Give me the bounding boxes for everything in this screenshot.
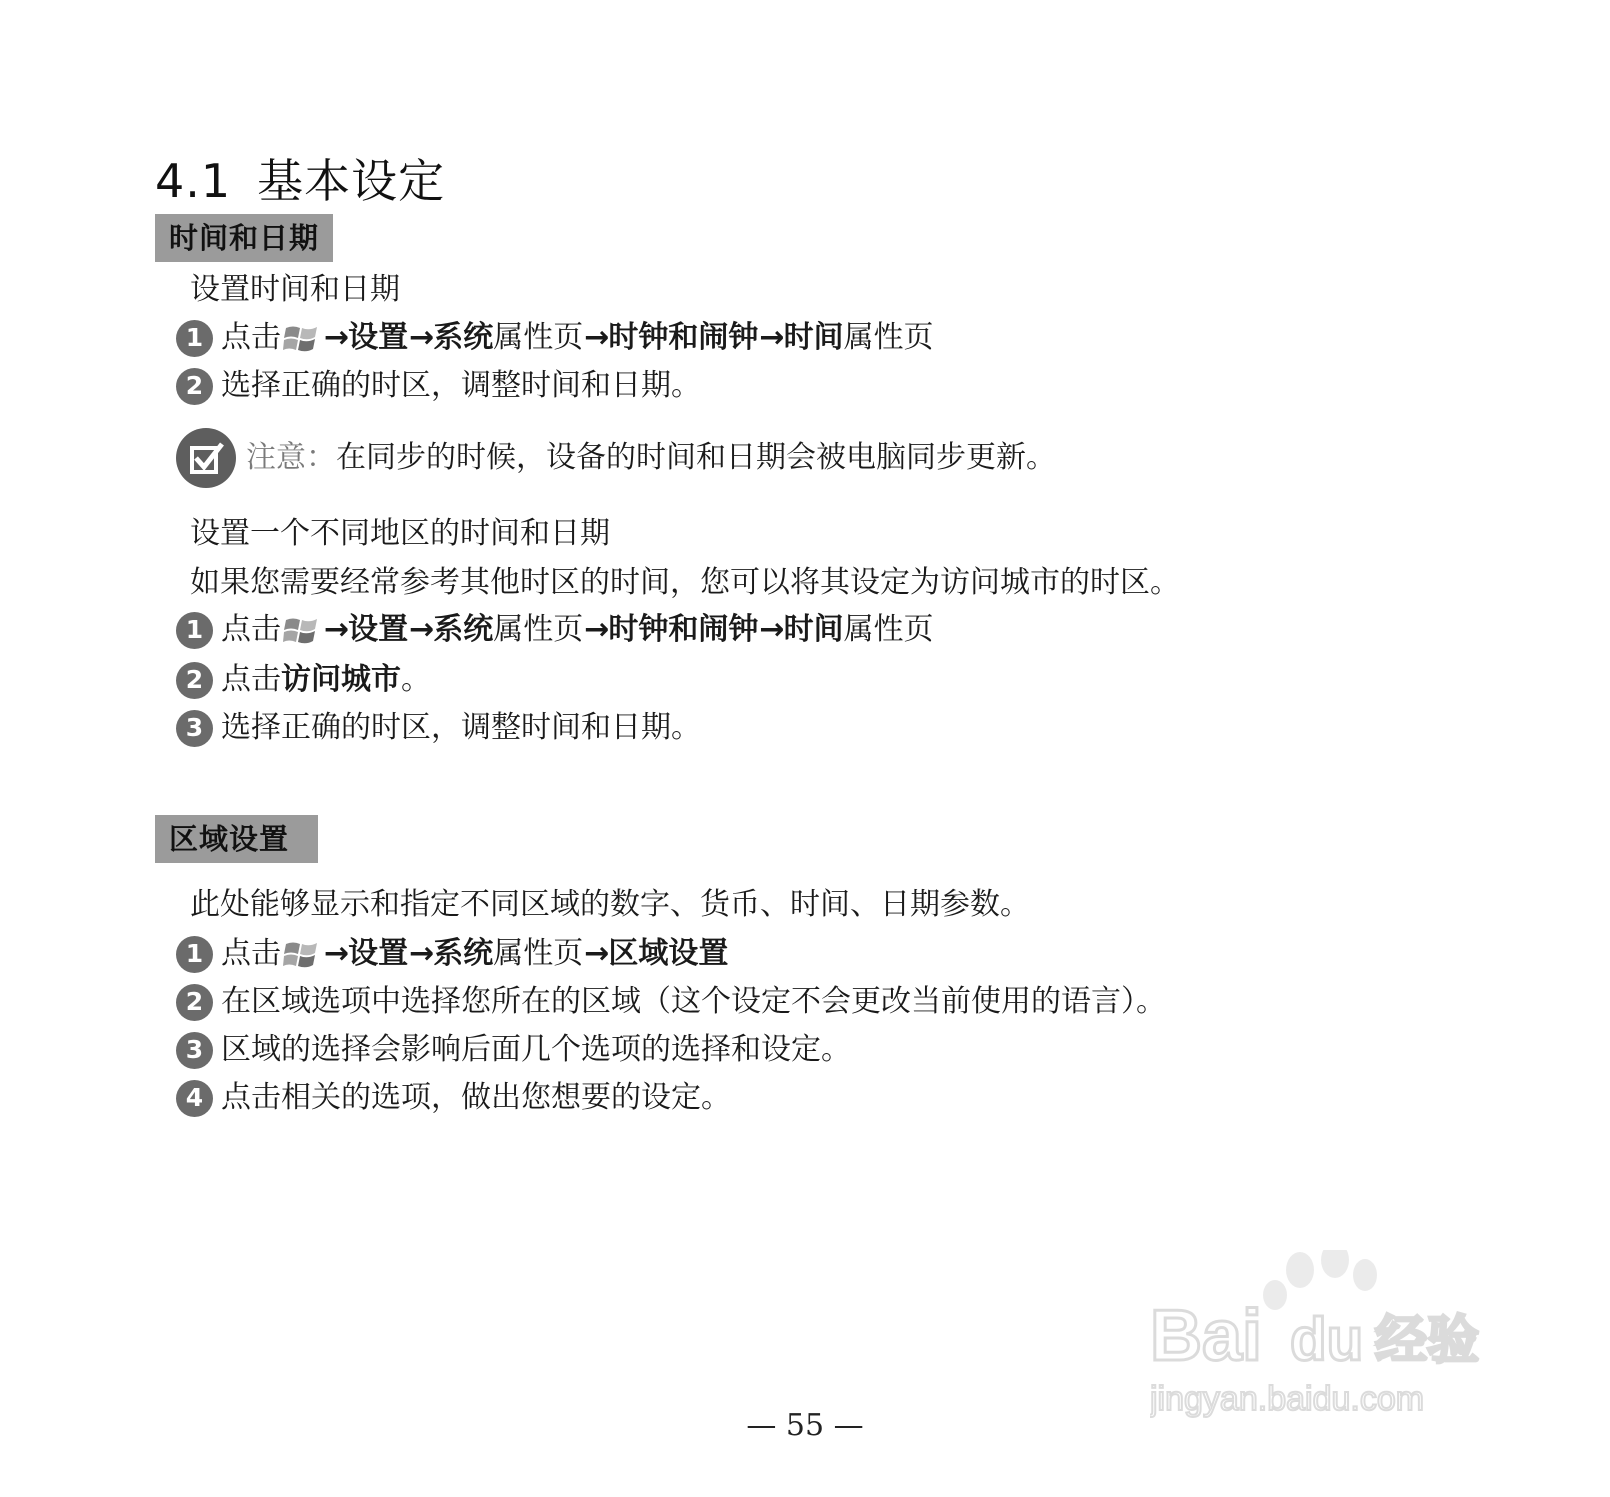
arrow-icon: → xyxy=(324,612,348,647)
step-text: 。 xyxy=(401,662,431,697)
step-number-badge: 3 xyxy=(176,1032,213,1069)
svg-text:du: du xyxy=(1290,1306,1364,1373)
step-text: 属性页 xyxy=(493,320,584,355)
menu-path-settings: 设置 xyxy=(348,936,409,971)
arrow-icon: → xyxy=(584,612,608,647)
step-text: 属性页 xyxy=(843,612,934,647)
note-text: 在同步的时候，设备的时间和日期会被电脑同步更新。 xyxy=(336,440,1056,475)
step-text: 点击相关的选项，做出您想要的设定。 xyxy=(221,1080,731,1115)
note-label: 注意： xyxy=(246,440,336,475)
windows-start-icon xyxy=(283,321,321,355)
step-text: 属性页 xyxy=(843,320,934,355)
step-number-badge: 1 xyxy=(176,320,213,357)
menu-path-region: 区域设置 xyxy=(608,936,729,971)
paragraph: 如果您需要经常参考其他时区的时间，您可以将其设定为访问城市的时区。 xyxy=(190,565,1180,600)
section-tag-time-date: 时间和日期 xyxy=(155,214,333,262)
section-title: 基本设定 xyxy=(257,154,446,208)
arrow-icon: → xyxy=(584,936,608,971)
step-number-badge: 1 xyxy=(176,612,213,649)
step-item xyxy=(176,708,701,748)
step-item xyxy=(176,1078,731,1118)
menu-path-system: 系统 xyxy=(433,320,494,355)
checkbox-note-icon xyxy=(176,428,236,488)
step-text: 选择正确的时区，调整时间和日期。 xyxy=(221,368,701,403)
step-text: 点击 xyxy=(221,662,281,697)
subsection-title: 设置时间和日期 xyxy=(190,272,400,307)
arrow-icon: → xyxy=(759,612,783,647)
section-tag-region: 区域设置 xyxy=(155,815,318,863)
menu-path-clock: 时钟和闹钟 xyxy=(608,320,759,355)
step-number-badge: 2 xyxy=(176,368,213,405)
svg-text:jingyan.baidu.com: jingyan.baidu.com xyxy=(1150,1380,1425,1418)
arrow-icon: → xyxy=(584,320,608,355)
svg-text:Bai: Bai xyxy=(1150,1296,1263,1376)
step-text: 点击 xyxy=(221,320,281,355)
windows-start-icon xyxy=(283,937,321,971)
arrow-icon: → xyxy=(409,612,433,647)
menu-path-system: 系统 xyxy=(433,612,494,647)
step-number-badge: 2 xyxy=(176,984,213,1021)
note xyxy=(176,428,1056,488)
step-number-badge: 2 xyxy=(176,662,213,699)
step-text: 点击 xyxy=(221,612,281,647)
step-number-badge: 3 xyxy=(176,710,213,747)
step-text: 点击 xyxy=(221,936,281,971)
menu-path-settings: 设置 xyxy=(348,612,409,647)
menu-path-settings: 设置 xyxy=(348,320,409,355)
menu-path-system: 系统 xyxy=(433,936,494,971)
windows-start-icon xyxy=(283,613,321,647)
menu-path-visiting-city: 访问城市 xyxy=(281,662,401,697)
page-number: — 55 — xyxy=(746,1408,864,1443)
arrow-icon: → xyxy=(324,936,348,971)
step-number-badge: 4 xyxy=(176,1080,213,1117)
section-number: 4.1 xyxy=(155,154,232,208)
menu-path-clock: 时钟和闹钟 xyxy=(608,612,759,647)
subsection-title: 设置一个不同地区的时间和日期 xyxy=(190,516,610,551)
menu-path-time: 时间 xyxy=(783,320,844,355)
step-text: 选择正确的时区，调整时间和日期。 xyxy=(221,710,701,745)
step-item xyxy=(176,982,1166,1022)
page-title xyxy=(155,145,445,211)
step-text: 属性页 xyxy=(493,612,584,647)
step-number-badge: 1 xyxy=(176,936,213,973)
svg-text:经验: 经验 xyxy=(1375,1311,1480,1371)
baidu-paw-logo xyxy=(1150,1250,1530,1430)
arrow-icon: → xyxy=(409,320,433,355)
step-text: 在区域选项中选择您所在的区域（这个设定不会更改当前使用的语言）。 xyxy=(221,984,1166,1019)
step-item xyxy=(176,318,934,358)
arrow-icon: → xyxy=(324,320,348,355)
menu-path-time: 时间 xyxy=(783,612,844,647)
step-item xyxy=(176,610,934,650)
step-item xyxy=(176,1030,851,1070)
step-text: 属性页 xyxy=(493,936,584,971)
arrow-icon: → xyxy=(759,320,783,355)
arrow-icon: → xyxy=(409,936,433,971)
step-item xyxy=(176,934,728,974)
step-item xyxy=(176,366,701,406)
paragraph: 此处能够显示和指定不同区域的数字、货币、时间、日期参数。 xyxy=(190,887,1030,922)
step-text: 区域的选择会影响后面几个选项的选择和设定。 xyxy=(221,1032,851,1067)
step-item xyxy=(176,660,431,700)
